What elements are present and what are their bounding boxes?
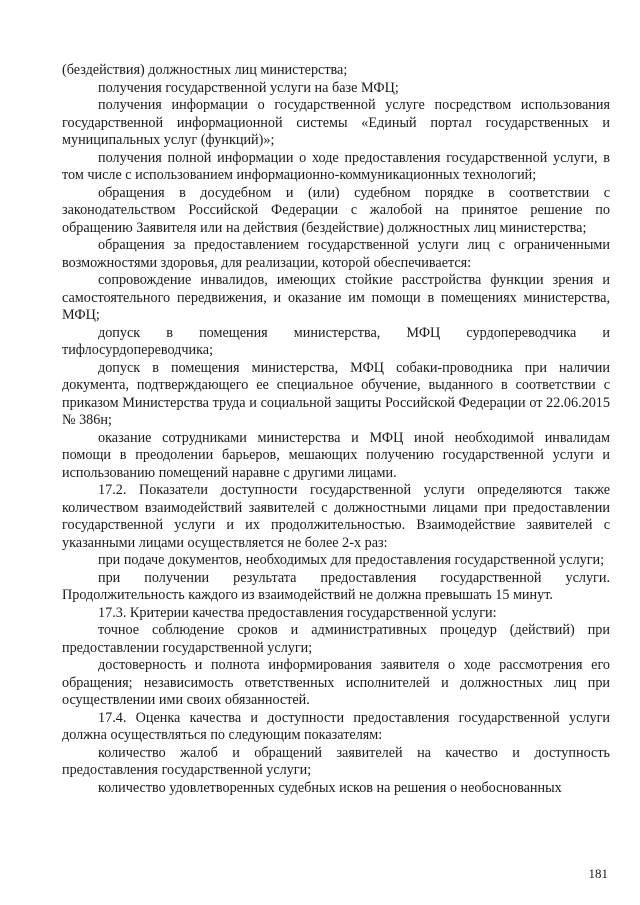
paragraph-3: получения информации о государственной услуге посредством использования государственной информационной системы «Единый портал государственных и муниципальных услуг (функций)»; [62, 97, 610, 148]
paragraph-5: обращения в досудебном и (или) судебном порядке в соответствии с законодательством Российской Федерации с жалобой на принятое решение по обращению Заявителя или на действия (бездействие) должностных лиц министерства; [62, 184, 610, 236]
paragraph-9: допуск в помещения министерства, МФЦ собаки-проводника при наличии документа, подтверждающего ее специальное обучение, выданного в соответствии с приказом Министерства труда и социальной защиты Российской Федерации от 22.06.2015 № 386н; [62, 359, 610, 428]
paragraph-7: сопровождение инвалидов, имеющих стойкие расстройства функции зрения и самостоятельного передвижения, и оказание им помощи в помещениях министерства, МФЦ; [62, 272, 610, 323]
paragraph-10: оказание сотрудниками министерства и МФЦ иной необходимой инвалидам помощи в преодолении барьеров, мешающих получению государственной услуги и использованию помещений наравне с другими лицами. [62, 429, 610, 481]
paragraph-13: при получении результата предоставления государственной услуги. Продолжительность каждого из взаимодействий не должна превышать 15 минут. [62, 569, 610, 603]
paragraph-6: обращения за предоставлением государственной услуги лиц с ограниченными возможностями здоровья, для реализации, которой обеспечивается: [62, 237, 610, 271]
paragraph-16: достоверность и полнота информирования заявителя о ходе рассмотрения его обращения; независимость ответственных исполнителей и должностных лиц при осуществлении ими своих обязанностей. [62, 657, 610, 708]
paragraph-15: точное соблюдение сроков и административных процедур (действий) при предоставлении государственной услуги; [62, 622, 610, 656]
paragraph-19: количество удовлетворенных судебных исков на решения о необоснованных [98, 779, 562, 796]
page-number: 181 [588, 866, 608, 881]
paragraph-4: получения полной информации о ходе предоставления государственной услуги, в том числе с использованием информационно-коммуникационных технологий; [62, 149, 610, 183]
paragraph-1: (бездействия) должностных лиц министерства; [62, 62, 348, 78]
paragraph-2: получения государственной услуги на базе МФЦ; [98, 79, 399, 96]
paragraph-14: 17.3. Критерии качества предоставления государственной услуги: [98, 604, 497, 621]
paragraph-12: при подаче документов, необходимых для предоставления государственной услуги; [98, 552, 605, 568]
paragraph-11: 17.2. Показатели доступности государственной услуги определяются также количеством взаимодействий заявителей с должностными лицами при предоставлении государственной услуги и их продолжительностью. Взаимодействие заявителей с указанными лицами осуществляется не более 2-х раз: [62, 482, 610, 551]
paragraph-17: 17.4. Оценка качества и доступности предоставления государственной услуги должна осуществляться по следующим показателям: [62, 709, 610, 743]
paragraph-8: допуск в помещения министерства, МФЦ сурдопереводчика и тифлосурдопереводчика; [62, 324, 610, 358]
document-body [62, 62, 610, 797]
paragraph-18: количество жалоб и обращений заявителей на качество и доступность предоставления государственной услуги; [62, 744, 610, 778]
